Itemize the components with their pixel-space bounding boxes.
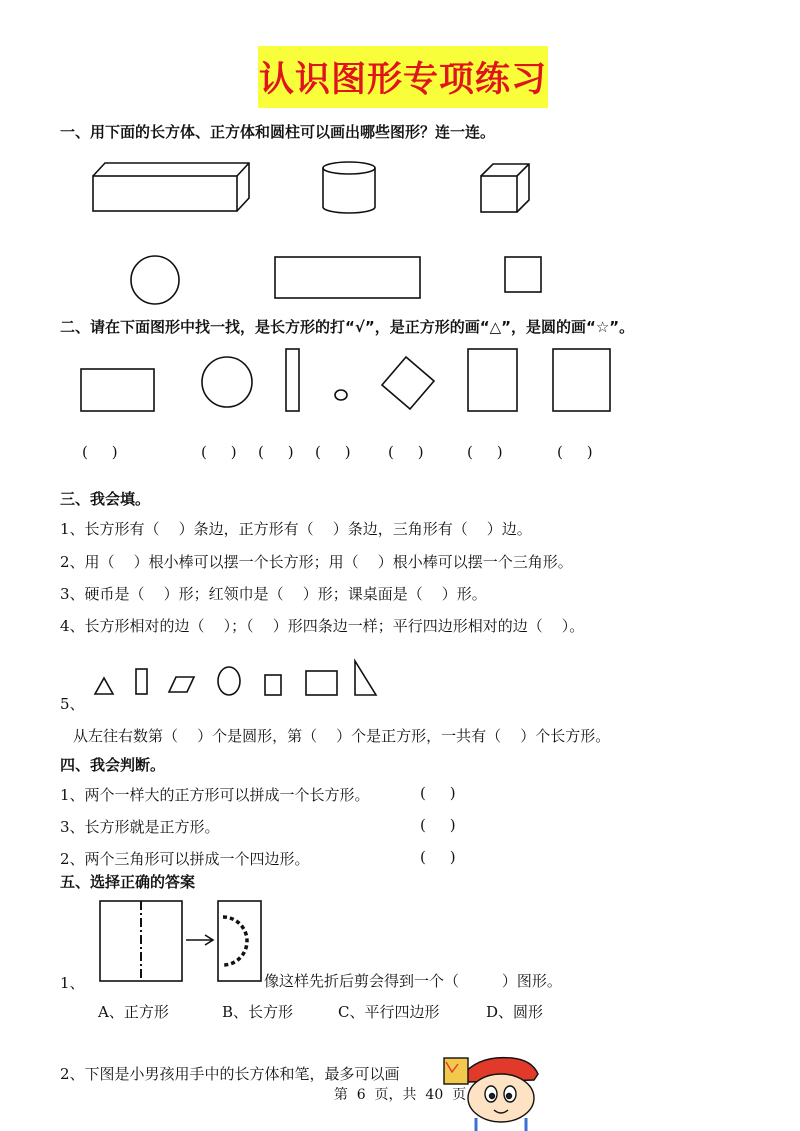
small-square[interactable] (265, 675, 281, 695)
judge-item-text: 1、两个一样大的正方形可以拼成一个长方形。 (60, 786, 370, 804)
small-parallelogram[interactable] (169, 677, 194, 692)
option-d[interactable]: D、圆形 (486, 1003, 544, 1021)
judge-item-text: 3、长方形就是正方形。 (60, 818, 220, 836)
small-ellipse[interactable] (218, 667, 240, 695)
small-triangle[interactable] (95, 678, 113, 694)
shape-square[interactable] (553, 349, 610, 411)
rectangle-figure[interactable] (275, 257, 420, 298)
page-title: 认识图形专项练习 (258, 60, 547, 100)
option-a[interactable]: A、正方形 (98, 1003, 169, 1021)
cuboid-figure[interactable] (93, 163, 249, 211)
fill-line-3: 3、硬币是（ ）形；红领巾是（ ）形；课桌面是（ ）形。 (60, 585, 487, 603)
shape-rectangle[interactable] (81, 369, 154, 411)
answer-blank[interactable]: ( ) (467, 443, 503, 461)
answer-blank[interactable]: ( ) (315, 443, 351, 461)
option-c[interactable]: C、平行四边形 (338, 1003, 440, 1021)
section3-heading: 三、我会填。 (60, 490, 151, 508)
answer-blank[interactable]: ( ) (201, 443, 237, 461)
fill-line-5-label: 5、 (60, 695, 85, 713)
section2-heading: 二、请在下面图形中找一找，是长方形的打“√”，是正方形的画“△”，是圆的画“☆”。 (60, 318, 635, 336)
shape-rotated-square[interactable] (382, 357, 434, 409)
answer-blank[interactable]: ( ) (258, 443, 294, 461)
shape-tall-rectangle[interactable] (468, 349, 517, 411)
cylinder-figure[interactable] (323, 162, 375, 213)
boy-illustration (444, 1058, 538, 1131)
fill-line-5: 从左往右数第（ ）个是圆形，第（ ）个是正方形，一共有（ ）个长方形。 (73, 727, 611, 745)
answer-blank[interactable]: ( ) (388, 443, 424, 461)
judge-item-mark[interactable]: ( ) (420, 816, 456, 834)
section1-heading: 一、用下面的长方体、正方体和圆柱可以画出哪些图形？连一连。 (60, 123, 496, 141)
square-figure[interactable] (505, 257, 541, 292)
section4-heading: 四、我会判断。 (60, 756, 166, 774)
shape-small-ellipse[interactable] (335, 390, 347, 400)
page-footer: 第 6 页，共 40 页 (333, 1087, 467, 1103)
fold-diagram (100, 901, 261, 981)
judge-item-mark[interactable]: ( ) (420, 848, 456, 866)
answer-blank[interactable]: ( ) (82, 443, 118, 461)
judge-item-mark[interactable]: ( ) (420, 784, 456, 802)
cube-figure[interactable] (481, 164, 529, 212)
choice-item-2-text: 2、下图是小男孩用手中的长方体和笔，最多可以画 (60, 1065, 400, 1083)
option-b[interactable]: B、长方形 (222, 1003, 294, 1021)
answer-blank[interactable]: ( ) (557, 443, 593, 461)
shape-thin-rectangle[interactable] (286, 349, 299, 411)
section5-heading: 五、选择正确的答案 (60, 873, 196, 891)
fill-line-4: 4、长方形相对的边（ ）；（ ）形四条边一样；平行四边形相对的边（ ）。 (60, 617, 585, 635)
small-rectangle[interactable] (306, 671, 337, 695)
shape-circle[interactable] (202, 357, 252, 407)
choice-item-1-label: 1、 (60, 974, 85, 992)
small-right-triangle[interactable] (355, 661, 376, 695)
circle-figure[interactable] (131, 256, 179, 304)
fill-line-1: 1、长方形有（ ）条边，正方形有（ ）条边，三角形有（ ）边。 (60, 520, 532, 538)
small-thin-rectangle[interactable] (136, 669, 147, 694)
judge-item-text: 2、两个三角形可以拼成一个四边形。 (60, 850, 310, 868)
choice-item-1-text: 像这样先折后剪会得到一个（ ）图形。 (264, 972, 562, 990)
fill-line-2: 2、用（ ）根小棒可以摆一个长方形；用（ ）根小棒可以摆一个三角形。 (60, 553, 573, 571)
